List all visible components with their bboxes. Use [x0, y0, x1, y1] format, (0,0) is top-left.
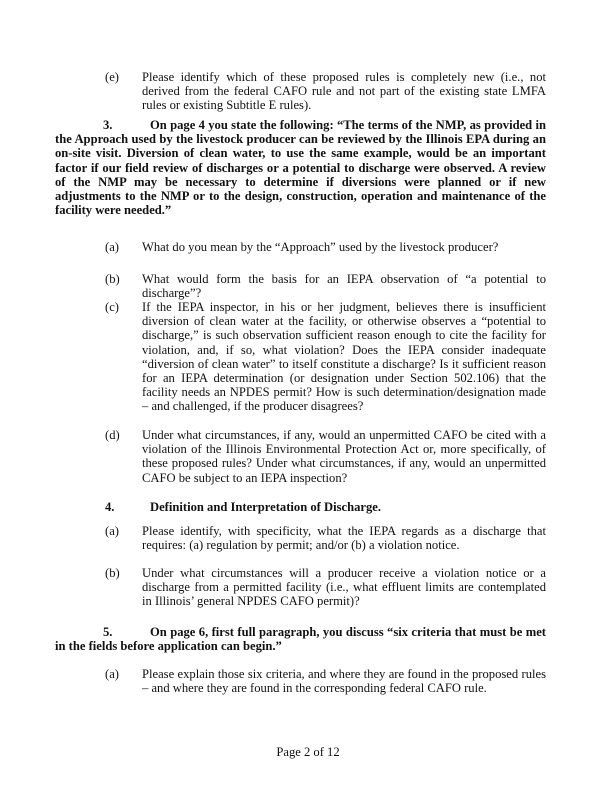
- item-label: (e): [105, 70, 119, 84]
- question-number: 3.: [103, 118, 113, 132]
- item-text: Please explain those six criteria, and where they are found in the proposed rules – and where they are found in the corresponding federal CAFO rule.: [142, 667, 546, 696]
- question-5: [55, 625, 546, 653]
- page-number: Page 2 of 12: [276, 745, 340, 759]
- item-text: What would form the basis for an IEPA observation of “a potential to discharge”?: [142, 272, 546, 301]
- item-e: [105, 70, 546, 113]
- heading-4: [55, 500, 546, 514]
- item-label: (a): [105, 524, 119, 538]
- item-3a: [105, 240, 546, 254]
- item-label: (a): [105, 240, 119, 254]
- question-text: On page 6, first full paragraph, you discuss “six criteria that must be met in the fields before application can begin.”: [55, 625, 546, 654]
- item-label: (a): [105, 667, 119, 681]
- heading-number: 4.: [105, 500, 115, 514]
- item-label: (b): [105, 566, 120, 580]
- item-text: Please identify, with specificity, what the IEPA regards as a discharge that requires: (a) regulation by permit; and/or (b) a violation notice.: [142, 524, 546, 553]
- item-label: (b): [105, 272, 120, 286]
- item-4a: [105, 524, 546, 552]
- item-label: (d): [105, 428, 120, 442]
- question-text: On page 4 you state the following: “The terms of the NMP, as provided in the Approach used by the livestock producer can be reviewed by the Illinois EPA during an on-site visit. Diversion of clean water, to use the same example, would be an important factor if our field review of discharges or a potential to discharge were observed. A review of the NMP may be necessary to determine if diversions were planned or if new adjustments to the NMP or to the design, construction, operation and maintenance of the facility were needed.”: [55, 118, 546, 218]
- item-text: What do you mean by the “Approach” used by the livestock producer?: [142, 240, 499, 254]
- item-3b: [105, 272, 546, 300]
- item-3c: [105, 300, 546, 414]
- item-text: Under what circumstances, if any, would an unpermitted CAFO be cited with a violation of the Illinois Environmental Protection Act or, more specifically, of these proposed rules? Under what circumstances, if any, would an unpermitted CAFO be subject to an IEPA inspection?: [142, 428, 546, 485]
- question-3: [55, 118, 546, 217]
- item-3d: [105, 428, 546, 485]
- item-5a: [105, 667, 546, 695]
- item-label: (c): [105, 300, 119, 314]
- item-text: Under what circumstances will a producer receive a violation notice or a discharge from a permitted facility (i.e., what effluent limits are contemplated in Illinois’ general NPDES CAFO permit)?: [142, 566, 546, 609]
- item-text: If the IEPA inspector, in his or her judgment, believes there is insufficient diversion of clean water at the facility, or otherwise observes a “potential to discharge,” is such observation sufficient reason enough to cite the facility for violation, and, if so, what violation? Does the IEPA consider inadequate “diversion of clean water” to itself constitute a discharge? Is it sufficient reason for an IEPA determination (or designation under Section 502.106) that the facility needs an NPDES permit? How is such determination/designation made – and challenged, if the producer disagrees?: [142, 300, 546, 414]
- item-text: Please identify which of these proposed rules is completely new (i.e., not derived from the federal CAFO rule and not part of the existing state LMFA rules or existing Subtitle E rules).: [142, 70, 546, 113]
- heading-text: Definition and Interpretation of Discharge.: [150, 500, 381, 514]
- item-4b: [105, 566, 546, 609]
- question-number: 5.: [103, 625, 113, 639]
